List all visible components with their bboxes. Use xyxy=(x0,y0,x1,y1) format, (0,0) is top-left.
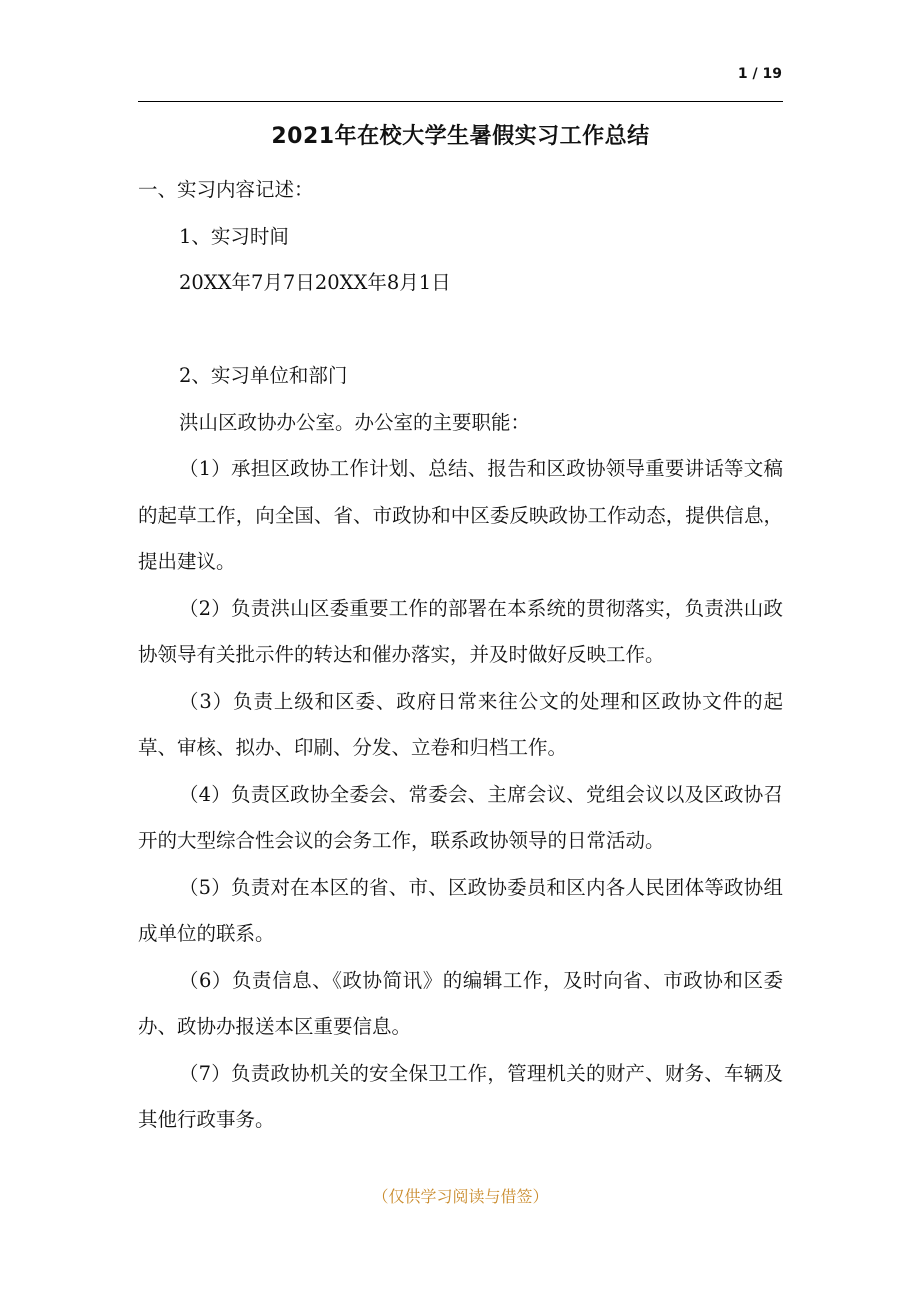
duty-paragraph: （3）负责上级和区委、政府日常来往公文的处理和区政协文件的起草、审核、拟办、印刷、分发、立卷和归档工作。 xyxy=(138,689,783,759)
header-divider xyxy=(138,101,783,102)
section-heading: 一、实习内容记述： xyxy=(138,178,314,201)
document-title: 2021年在校大学生暑假实习工作总结 xyxy=(271,124,650,149)
duty-paragraph: （5）负责对在本区的省、市、区政协委员和区内各人民团体等政协组成单位的联系。 xyxy=(138,875,783,945)
unit-description: 洪山区政协办公室。办公室的主要职能： xyxy=(178,410,530,434)
blank-line xyxy=(138,307,783,354)
duty-paragraph: （6）负责信息、《政协简讯》的编辑工作，及时向省、市政协和区委办、政协办报送本区重要信息。 xyxy=(138,968,783,1038)
item-heading-unit: 2、实习单位和部门 xyxy=(178,364,348,387)
internship-dates: 20XX年7月7日20XX年8月1日 xyxy=(178,271,451,294)
document-body xyxy=(138,167,783,1144)
duty-paragraph: （7）负责政协机关的安全保卫工作，管理机关的财产、财务、车辆及其他行政事务。 xyxy=(138,1061,783,1131)
duty-paragraph: （4）负责区政协全委会、常委会、主席会议、党组会议以及区政协召开的大型综合性会议的会务工作，联系政协领导的日常活动。 xyxy=(138,782,783,852)
duty-paragraph: （1）承担区政协工作计划、总结、报告和区政协领导重要讲话等文稿的起草工作，向全国、省、市政协和中区委反映政协工作动态，提供信息，提出建议。 xyxy=(138,457,783,573)
duty-paragraph: （2）负责洪山区委重要工作的部署在本系统的贯彻落实，负责洪山政协领导有关批示件的转达和催办落实，并及时做好反映工作。 xyxy=(138,596,783,666)
footer-note: （仅供学习阅读与借签） xyxy=(372,1187,549,1206)
item-heading-time: 1、实习时间 xyxy=(178,224,289,248)
page-number: 1 / 19 xyxy=(737,66,782,82)
